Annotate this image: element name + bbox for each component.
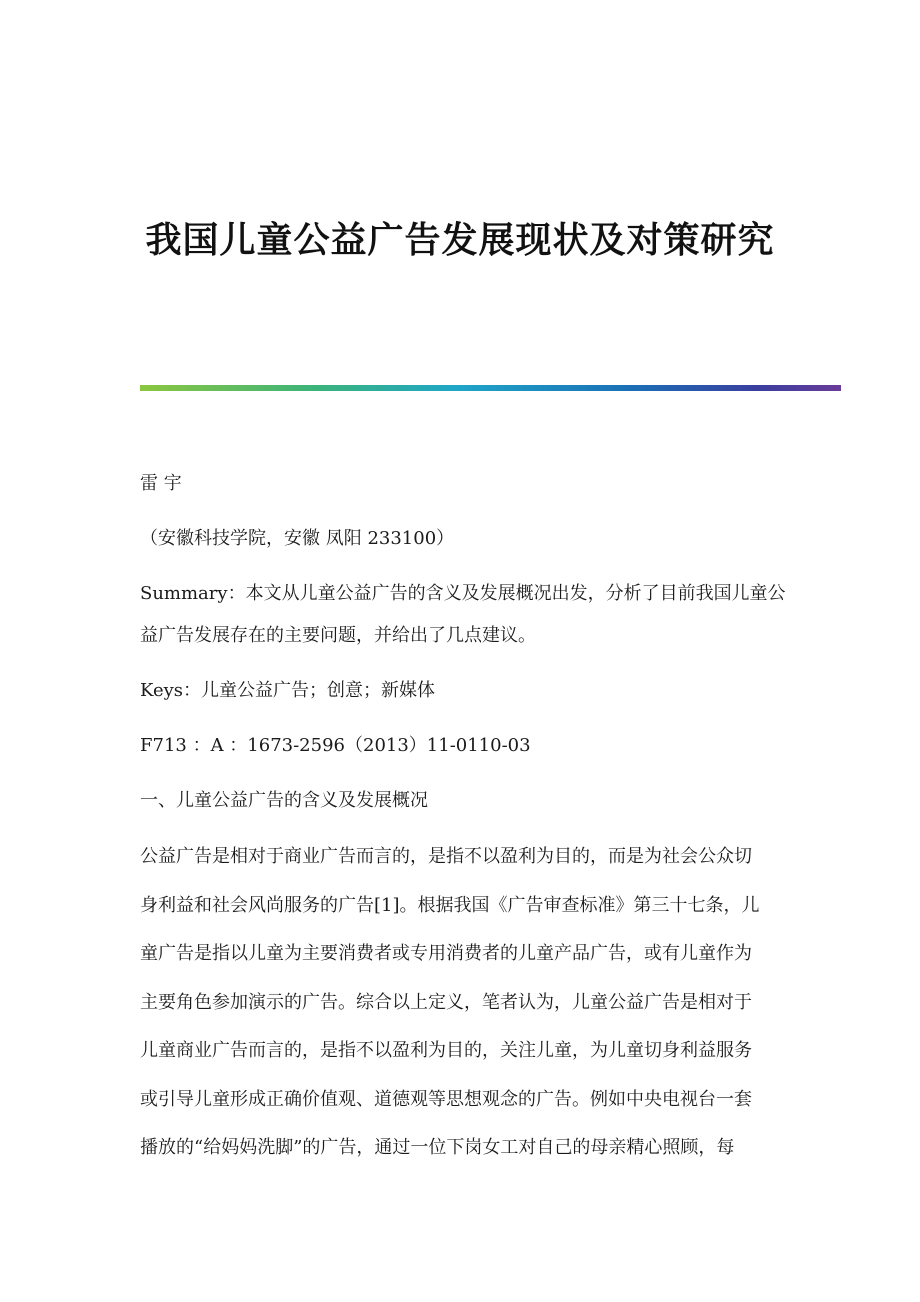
paragraph-line: 身利益和社会风尚服务的广告[1]。根据我国《广告审查标准》第三十七条，儿	[140, 894, 760, 916]
section-heading: 一、儿童公益广告的含义及发展概况	[140, 790, 428, 811]
document-title: 我国儿童公益广告发展现状及对策研究	[145, 219, 775, 261]
classification-code: F713 ：A ：1673-2596（2013）11-0110-03	[140, 735, 531, 756]
author-name: 雷 宇	[140, 473, 182, 494]
summary-line-2: 益广告发展存在的主要问题，并给出了几点建议。	[140, 625, 536, 646]
paragraph-line: 童广告是指以儿童为主要消费者或专用消费者的儿童产品广告，或有儿童作为	[140, 943, 752, 964]
paragraph-line: 播放的“给妈妈洗脚”的广告，通过一位下岗女工对自己的母亲精心照顾，每	[140, 1137, 735, 1158]
author-affiliation: （安徽科技学院，安徽 凤阳 233100）	[140, 528, 455, 549]
body-paragraph	[140, 833, 780, 1173]
paragraph-line: 公益广告是相对于商业广告而言的，是指不以盈利为目的，而是为社会公众切	[140, 846, 752, 867]
paragraph-line: 或引导儿童形成正确价值观、道德观等思想观念的广告。例如中央电视台一套	[140, 1088, 752, 1110]
summary-line-1: Summary：本文从儿童公益广告的含义及发展概况出发，分析了目前我国儿童公	[140, 583, 786, 604]
paragraph-line: 儿童商业广告而言的，是指不以盈利为目的，关注儿童，为儿童切身利益服务	[140, 1040, 752, 1061]
paragraph-line: 主要角色参加演示的广告。综合以上定义，笔者认为，儿童公益广告是相对于	[140, 991, 752, 1013]
keywords: Keys：儿童公益广告；创意；新媒体	[140, 680, 436, 701]
gradient-divider	[140, 385, 841, 391]
document-body	[140, 466, 786, 1173]
